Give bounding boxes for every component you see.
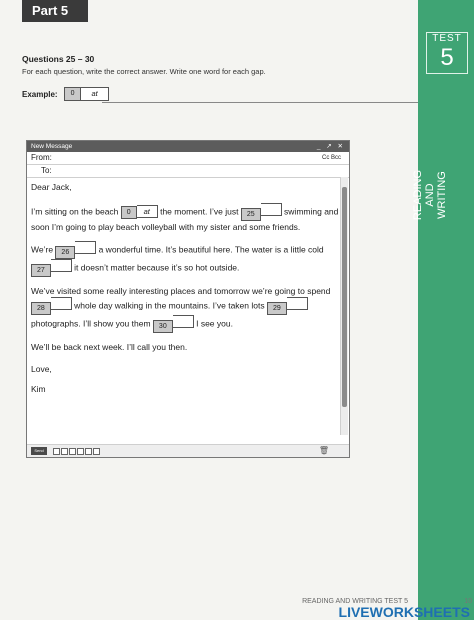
test-number: 5	[440, 44, 454, 71]
example-row	[22, 87, 109, 101]
example-answer: at	[81, 87, 108, 101]
window-title: New Message	[31, 143, 73, 150]
window-controls-icon[interactable]: _ ↗ ✕	[316, 143, 345, 150]
answer-input-29[interactable]	[287, 297, 308, 310]
section-label: READING AND WRITING	[412, 169, 448, 221]
page-number: 10	[464, 598, 472, 605]
answer-input-30[interactable]	[173, 315, 194, 328]
cc-bcc-link[interactable]: Cc Bcc	[321, 155, 341, 161]
from-label: From:	[31, 153, 52, 162]
answer-input-25[interactable]	[261, 203, 282, 216]
photo-icon[interactable]	[93, 448, 100, 455]
divider	[102, 102, 434, 103]
send-button[interactable]: Send	[31, 447, 47, 455]
gap-27[interactable]: 27	[31, 259, 72, 277]
from-row	[27, 152, 349, 165]
part-label: Part 5	[22, 0, 88, 22]
trash-icon[interactable]: 🗑	[318, 446, 329, 455]
attach-icon[interactable]	[61, 448, 68, 455]
test-label: TEST	[432, 33, 462, 44]
drive-icon[interactable]	[85, 448, 92, 455]
paragraph-3: We’ve visited some really interesting places and tomorrow we’re going to spend 28 whole day walking in the mountains. I’ve taken lots 29 photographs. I’ll show you them 30 I see you.	[31, 285, 339, 333]
answer-input-28[interactable]	[51, 297, 72, 310]
paragraph-4: We’ll be back next week. I’ll call you then.	[31, 342, 188, 352]
paragraph-1: I’m sitting on the beach 0 at the moment. I’ve just 25 swimming and soon I’m going to play beach volleyball with my sister and some friends.	[31, 203, 339, 233]
gap-30[interactable]: 30	[153, 315, 194, 333]
example-number: 0	[64, 87, 82, 101]
email-titlebar	[27, 141, 349, 152]
gap-28[interactable]: 28	[31, 297, 72, 315]
signature: Kim	[31, 384, 46, 394]
gap-29[interactable]: 29	[267, 297, 308, 315]
instructions: For each question, write the correct answer. Write one word for each gap.	[22, 67, 266, 76]
questions-title: Questions 25 – 30	[22, 54, 95, 64]
gap-26[interactable]: 26	[55, 241, 96, 259]
email-body	[31, 177, 339, 395]
answer-input-26[interactable]	[75, 241, 96, 254]
link-icon[interactable]	[69, 448, 76, 455]
paragraph-2: We’re 26 a wonderful time. It’s beautiful here. The water is a little cold 27 it doesn’t matter because it’s so hot outside.	[31, 241, 339, 277]
greeting: Dear Jack,	[31, 182, 72, 192]
watermark: LIVEWORKSHEETS	[338, 604, 470, 620]
compose-toolbar	[27, 444, 349, 457]
gap-25[interactable]: 25	[241, 203, 282, 221]
sign-off: Love,	[31, 364, 52, 374]
email-window	[26, 140, 350, 458]
example-label: Example:	[22, 89, 58, 99]
running-title: READING AND WRITING TEST 5	[302, 598, 408, 605]
emoji-icon[interactable]	[77, 448, 84, 455]
test-badge	[426, 32, 468, 74]
format-icon[interactable]	[53, 448, 60, 455]
scrollbar[interactable]	[340, 177, 348, 435]
to-label: To:	[41, 166, 52, 175]
gap-0: 0 at	[121, 205, 158, 219]
side-band	[418, 0, 474, 620]
answer-input-27[interactable]	[51, 259, 72, 272]
scroll-thumb[interactable]	[342, 187, 347, 407]
